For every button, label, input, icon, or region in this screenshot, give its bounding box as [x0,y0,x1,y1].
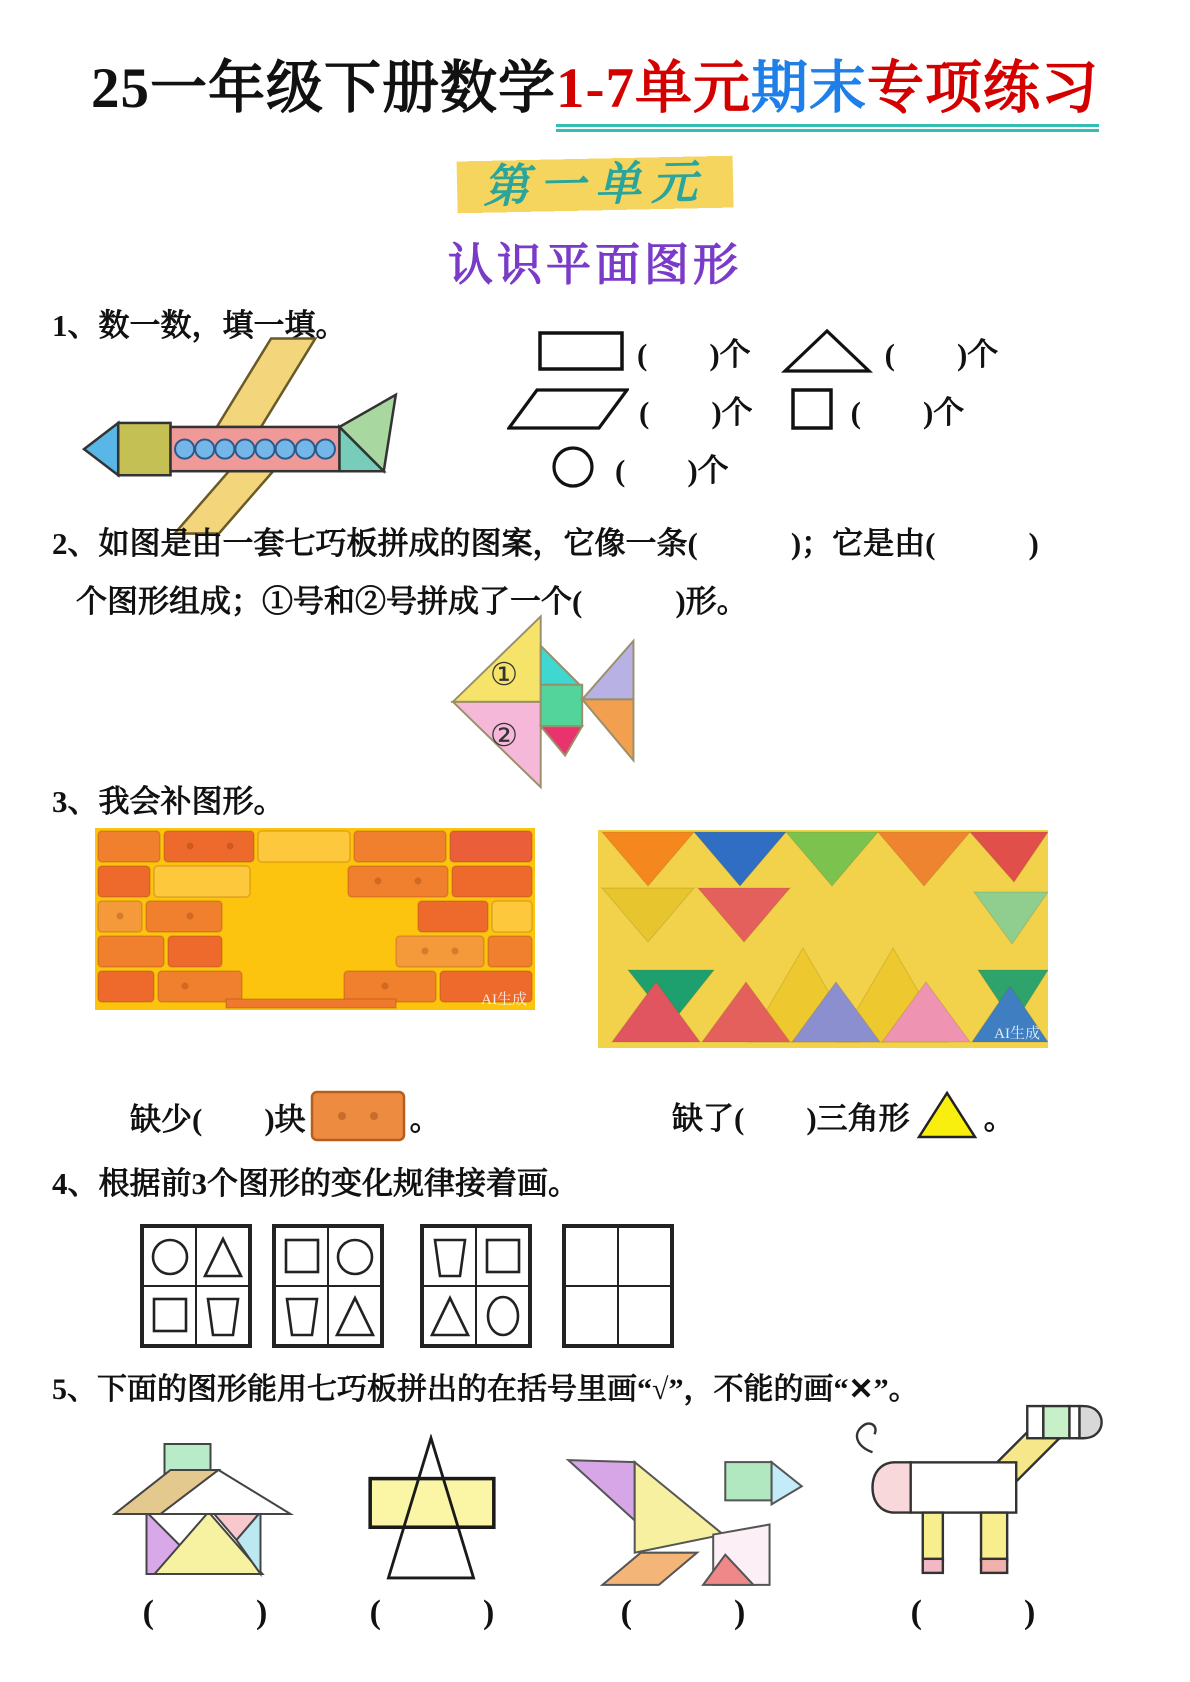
trapezoid-pattern-cell [423,1227,476,1286]
triangle-pattern-photo [598,830,1048,1048]
fish-piece-label-2: ② [489,717,519,753]
fox-tangram-figure [562,1446,804,1602]
answer-blank-house: ( ) [142,1594,268,1631]
fish-tangram-figure [448,614,753,797]
brick-icon [310,1090,406,1142]
trapezoid-pattern-cell [275,1286,328,1345]
circle-pattern-cell [143,1227,196,1286]
left-caption-text: 缺少( )块 [130,1101,306,1137]
ai-watermark: AI生成 [481,992,527,1008]
q3-prompt: 3、我会补图形。 [52,784,285,819]
square-shape-icon [789,386,835,432]
q1-count-list [505,322,1175,496]
horse-pencil-figure [842,1390,1104,1596]
pattern-grid-3 [420,1224,532,1348]
empty-pattern-cell [565,1227,618,1286]
q2-line1: 2、如图是由一套七巧板拼成的图案，它像一条( )；它是由( ) [52,526,1039,561]
empty-pattern-cell [618,1286,671,1345]
ellipse-pattern-cell [476,1286,529,1345]
pattern-grid-1 [140,1224,252,1348]
rectangle-shape-icon [537,330,625,372]
count-blank-rectangle: ( )个 [637,336,751,372]
square-pattern-cell [143,1286,196,1345]
count-row-2 [505,380,1175,438]
title-blue-part: 期末 [750,57,867,120]
title-red-part-2: 专项练习 [866,57,1099,120]
fish-piece-label-1: ① [489,656,519,692]
trapezoid-pattern-cell [196,1286,249,1345]
parallelogram-shape-icon [507,386,629,432]
yellow-triangle-icon [916,1090,978,1140]
triangle-rectangle-figure [366,1434,498,1584]
section-title: 认识平面图形 [447,240,742,290]
right-caption-period: 。 [983,1100,1015,1136]
square-pattern-cell [275,1227,328,1286]
q3-left-caption [130,1090,441,1142]
unit-badge: 第一单元 [456,143,733,219]
circle-pattern-cell [328,1227,381,1286]
q4-prompt: 4、根据前3个图形的变化规律接着画。 [52,1166,579,1201]
unit-heading [0,146,1190,216]
count-blank-circle: ( )个 [615,452,729,488]
q1-prompt: 1、数一数，填一填。 [52,308,347,343]
q5-prompt: 5、下面的图形能用七巧板拼出的在括号里画“√”，不能的画“✕”。 [52,1373,919,1406]
count-blank-square: ( )个 [850,394,965,430]
title-black-part: 25一年级下册数学 [91,57,556,120]
circle-shape-icon [551,445,595,489]
page-title [0,42,1190,124]
left-caption-period: 。 [409,1101,441,1137]
brick-wall-photo [95,828,535,1010]
right-caption-text: 缺了( )三角形 [672,1100,910,1136]
empty-pattern-cell [618,1227,671,1286]
airplane-tangram-figure [78,334,430,536]
count-row-1 [505,322,1175,380]
q3-right-caption [672,1090,1015,1140]
triangle-shape-icon [781,327,873,375]
triangle-pattern-cell [423,1286,476,1345]
triangle-pattern-cell [328,1286,381,1345]
answer-blank-fox: ( ) [620,1594,746,1631]
empty-pattern-cell [565,1286,618,1345]
pattern-grid-2 [272,1224,384,1348]
pattern-grid-4-empty [562,1224,674,1348]
count-row-3 [505,438,1175,496]
q2-line2: 个图形组成；①号和②号拼成了一个( )形。 [76,584,748,619]
count-blank-triangle: ( )个 [884,336,999,372]
house-tangram-figure [112,1442,298,1582]
answer-blank-horse: ( ) [910,1594,1036,1631]
answer-blank-triangle-rectangle: ( ) [369,1594,495,1631]
count-blank-parallelogram: ( )个 [639,394,753,430]
triangle-pattern-cell [196,1227,249,1286]
title-red-part-1: 1-7单元 [556,57,751,120]
square-pattern-cell [476,1227,529,1286]
ai-watermark: AI生成 [994,1026,1040,1042]
